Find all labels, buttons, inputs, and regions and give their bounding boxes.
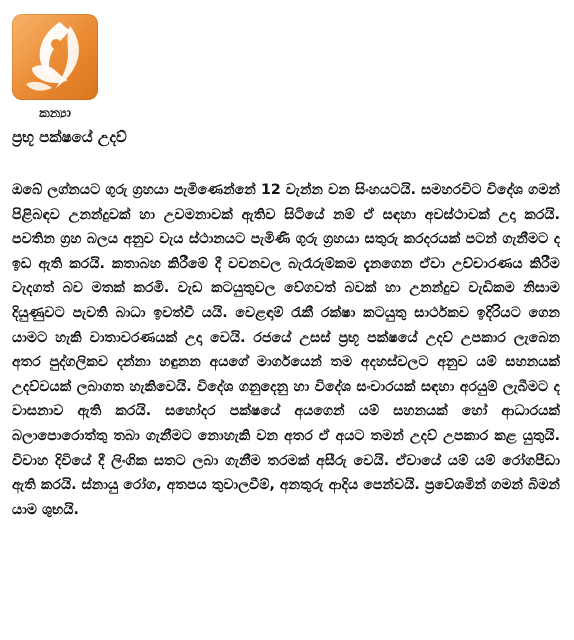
article-body: ඔබේ ලග්නයට ගුරු ග්‍රහයා පැමිණෙන්නේ 12 වැන්න වන සිංහයටයි. සමහරවිට විදේශ ගමන් පිළිබඳව උනන්දුවක් හා උවමනාවක් ඇතිව සිටියේ නම් ඒ සඳහා අවස්ථාවක් උදා කරයි. පවතින ග්‍රහ බලය අනුව වැය ස්ථානයට පැමිණි ගුරු ග්‍රහයා සතුරු කරදරයක් පටන් ගැනීමට ද ඉඩ ඇති කරයි. කතාබහ කිරීමේ දී වචනවල බැරෑරුම්කම දැනගෙන ඒවා උච්චාරණය කිරීම වැදගත් බව මතක් කරමි. වැඩ කටයුතුවල වේගවත් බවක් හා උනන්දුව වැඩිකම නිසාම දියුණුවට පැවති බාධා ඉවත්වී යයි. වෙළඳාම් රැකී රක්ෂා කටයුතු සාර්ථකව ඉදිරියට ගෙන යාමට හැකි වාතාවරණයක් උදා වෙයි. රජයේ උසස් ප්‍රභූ පක්ෂයේ උදව් උපකාර ලැබෙන අතර පුද්ගලිකව දන්නා හඳුනන අයගේ මාර්ගයෙන් තම අදහස්වලට අනුව යම් සහනයක් උදව්වයක් ලබාගත හැකිවෙයි. විදේශ ගනුදෙනු හා විදේශ සංචාරයක් සඳහා අරයුම් ලැබීමට ද වාසනාව ඇති කරයි. සහෝදර පක්ෂයේ අයගෙන් යම් සහනයක් හෝ ආධාරයක් බලාපොරොත්තු තබා ගැනීමට නොහැකි වන අතර ඒ අයට තමන් උදව් උපකාර කළ යුතුයි. විවාහ දිවියේ දී ලිංගික සතට ලබා ගැනීම තරමක් අසීරු වෙයි. ඒවායේ යම් යම් රෝගපීඩා ඇති කරයි. ස්නායු රෝග, අතපය තුවාලවීම්, අනතුරු ආදිය පෙන්වයි. ප්‍රවේශමින් ගමන් බිමන් යාම ශුභයි.: [12, 182, 560, 518]
header: [12, 14, 102, 121]
virgo-logo-icon: [12, 14, 98, 100]
article-subtitle: ප්‍රභූ පක්ෂයේ උදව්: [12, 128, 127, 146]
sign-name: කන්‍යා: [39, 106, 71, 121]
virgo-maiden-icon: [12, 14, 98, 100]
